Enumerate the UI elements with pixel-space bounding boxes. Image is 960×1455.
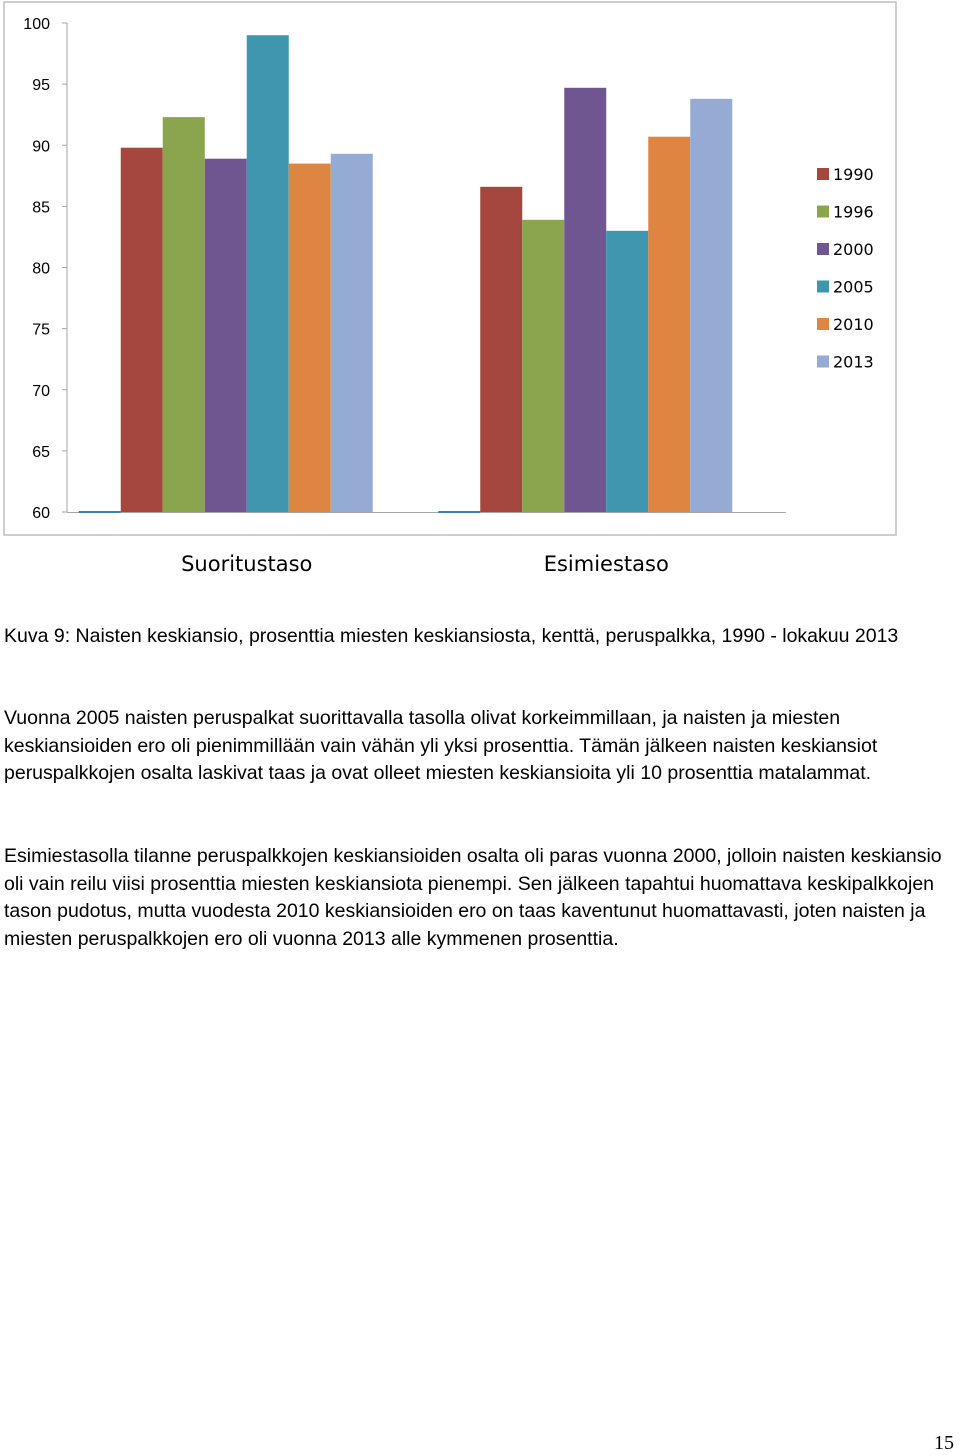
legend-label: 2000 [833, 240, 874, 259]
legend-swatch [817, 206, 829, 218]
bar [690, 99, 732, 512]
bar [648, 137, 690, 512]
y-tick-label: 80 [32, 260, 50, 278]
legend-swatch [817, 281, 829, 293]
legend-label: 2013 [833, 352, 874, 372]
bar [205, 159, 247, 512]
bar [522, 220, 564, 512]
bar [121, 148, 163, 512]
legend-swatch [817, 168, 829, 180]
chart [0, 0, 960, 590]
legend-swatch [817, 356, 829, 368]
y-tick-label: 70 [32, 382, 50, 400]
body-paragraph-2: Esimiestasolla tilanne peruspalkkojen keskiansioiden osalta oli paras vuonna 2000, jolloin naisten keskiansio oli vain reilu viisi prosenttia miesten keskiansiota pienempi. Sen jälkeen tapahtui huomattava keskipalkkojen tason pudotus, mutta vuodesta 2010 keskiansioiden ero on taas kaventunut huomattavasti, joten naisten ja miesten peruspalkkojen ero oli vuonna 2013 alle kymmenen prosenttia. [4, 845, 942, 950]
y-tick-label: 90 [32, 138, 50, 156]
bar [480, 187, 522, 512]
legend-swatch [817, 243, 829, 255]
y-tick-label: 60 [32, 505, 50, 522]
legend-label: 1996 [833, 202, 874, 222]
figure-caption: Kuva 9: Naisten keskiansio, prosenttia miesten keskiansiosta, kenttä, peruspalkka, 1990 - lokakuu 2013 [4, 625, 899, 647]
bar [564, 88, 606, 512]
bar [289, 164, 331, 512]
category-label: Suoritustaso [181, 552, 313, 576]
y-tick-label: 100 [23, 16, 50, 33]
bar-chart [0, 0, 960, 590]
bar [331, 154, 373, 512]
y-tick-label: 75 [32, 321, 50, 339]
y-tick-label: 65 [32, 443, 50, 461]
bar [247, 35, 289, 512]
bar [606, 231, 648, 512]
body-paragraph-1: Vuonna 2005 naisten peruspalkat suorittavalla tasolla olivat korkeimmillaan, ja naisten ja miesten keskiansioiden ero oli pienimmillään vain vähän yli yksi prosenttia. Tämän jälkeen naisten keskiansiot peruspalkkojen osalta laskivat taas ja ovat olleet miesten keskiansioita yli 10 prosenttia matalammat. [4, 707, 878, 784]
y-tick-label: 95 [32, 77, 50, 95]
legend-label: 2010 [833, 315, 874, 334]
bar [163, 117, 205, 512]
legend-label: 1990 [833, 165, 874, 184]
legend-swatch [817, 318, 829, 330]
legend-label: 2005 [833, 277, 874, 297]
category-label: Esimiestaso [543, 552, 669, 576]
page-number: 15 [934, 1432, 954, 1454]
y-tick-label: 85 [32, 199, 50, 217]
